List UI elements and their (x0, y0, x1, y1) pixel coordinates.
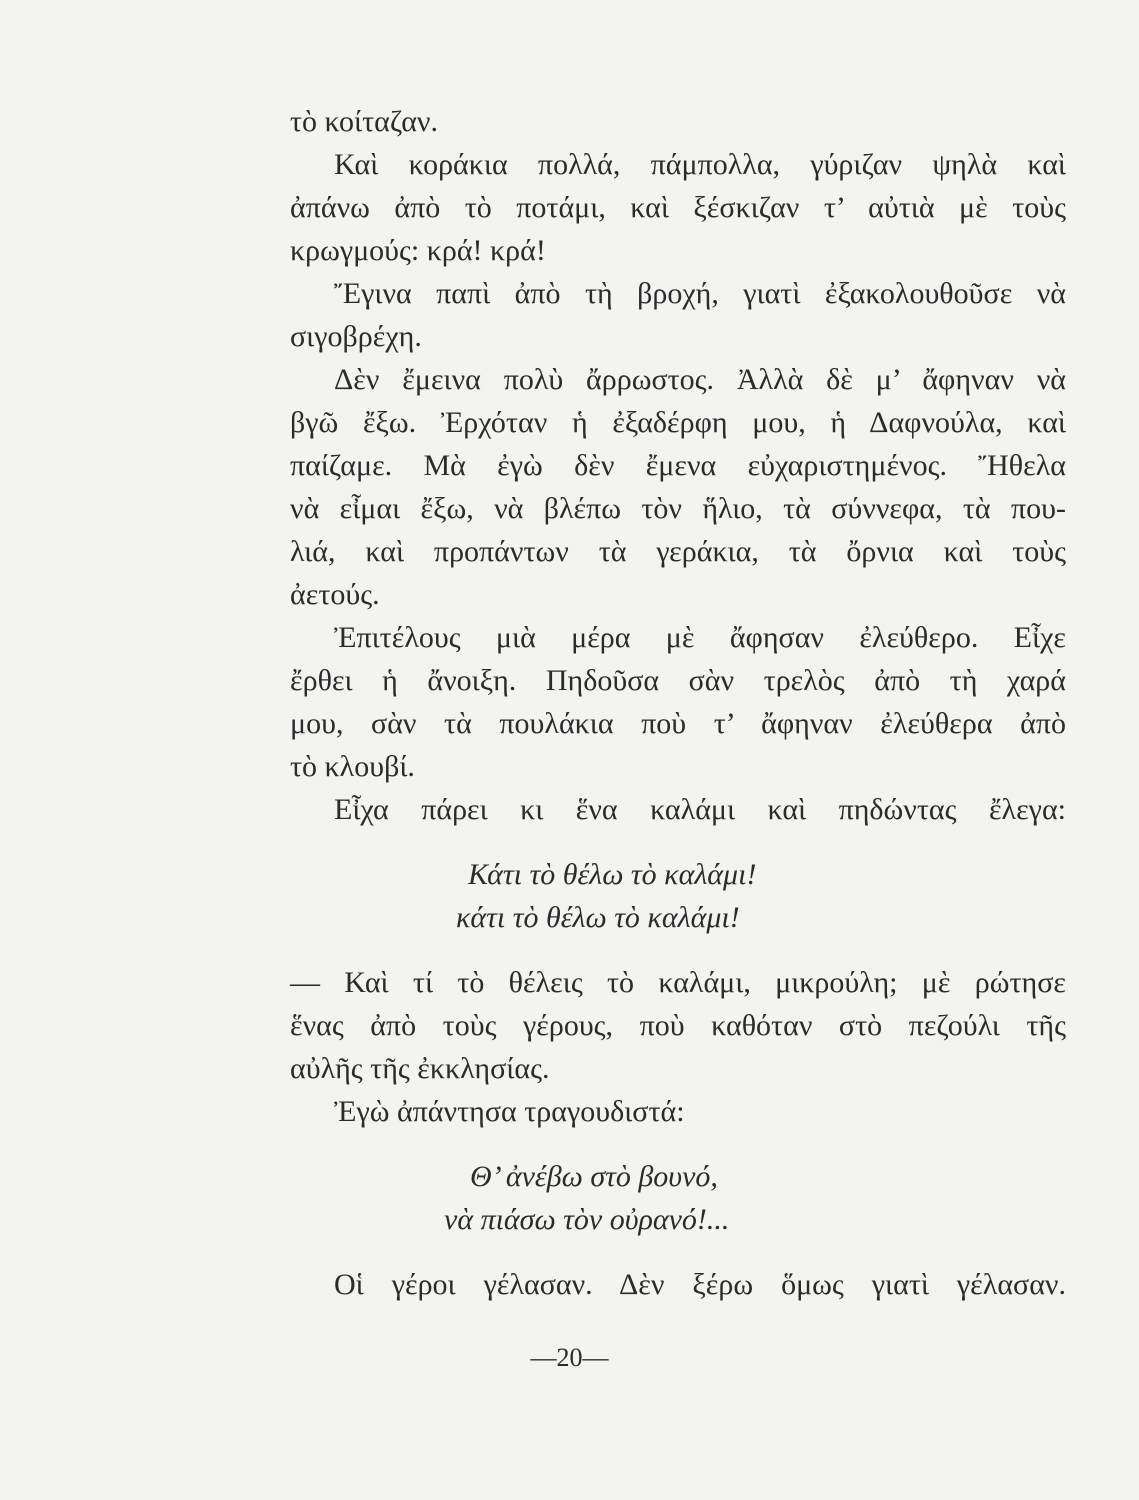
text-line: — Καὶ τί τὸ θέλεις τὸ καλάμι, μικρούλη; μὲ ρώτησε (290, 966, 1066, 999)
text-line: μου, σὰν τὰ πουλάκια ποὺ τ’ ἄφηναν ἐλεύθερα ἀπὸ (290, 707, 1066, 740)
verse-line: Θ’ ἀνέβω στὸ βουνό, (470, 1160, 718, 1193)
text-line: Ἐπιτέλους μιὰ μέρα μὲ ἄφησαν ἐλεύθερο. Εἶχε (334, 621, 1066, 654)
text-line: Ἔγινα παπὶ ἀπὸ τὴ βροχή, γιατὶ ἐξακολουθοῦσε νὰ (334, 277, 1066, 310)
text-line: τὸ κοίταζαν. (290, 105, 438, 138)
text-line: σιγοβρέχη. (290, 320, 422, 353)
spacer (290, 1241, 1066, 1263)
text-line: Εἶχα πάρει κι ἕνα καλάμι καὶ πηδώντας ἔλεγα: (334, 793, 1066, 826)
verse-line: Κάτι τὸ θέλω τὸ καλάμι! (468, 858, 757, 891)
text-line: ἔρθει ἡ ἄνοιξη. Πηδοῦσα σὰν τρελὸς ἀπὸ τὴ χαρά (290, 664, 1066, 697)
text-line: ἕνας ἀπὸ τοὺς γέρους, ποὺ καθόταν στὸ πεζούλι τῆς (290, 1009, 1066, 1042)
text-line: βγῶ ἔξω. Ἐρχόταν ἡ ἐξαδέρφη μου, ἡ Δαφνούλα, καὶ (290, 406, 1066, 439)
spacer (290, 831, 1066, 853)
text-line: ἀπάνω ἀπὸ τὸ ποτάμι, καὶ ξέσκιζαν τ’ αὐτιὰ μὲ τοὺς (290, 191, 1066, 224)
text-line: Οἱ γέροι γέλασαν. Δὲν ξέρω ὅμως γιατὶ γέλασαν. (334, 1268, 1066, 1301)
spacer (290, 939, 1066, 961)
text-line: Ἐγὼ ἀπάντησα τραγουδιστά: (334, 1095, 685, 1128)
page-number: —20— (530, 1343, 609, 1372)
text-line: κρωγμούς: κρά! κρά! (290, 234, 546, 267)
text-line: νὰ εἶμαι ἔξω, νὰ βλέπω τὸν ἥλιο, τὰ σύννεφα, τὰ που- (290, 492, 1066, 525)
text-block (290, 100, 1066, 1306)
verse-line: κάτι τὸ θέλω τὸ καλάμι! (456, 901, 740, 934)
text-line: Καὶ κοράκια πολλά, πάμπολλα, γύριζαν ψηλὰ καὶ (334, 148, 1066, 181)
verse-line: νὰ πιάσω τὸν οὐρανό!... (444, 1203, 730, 1236)
text-line: τὸ κλουβί. (290, 750, 415, 783)
spacer (290, 1133, 1066, 1155)
text-line: λιά, καὶ προπάντων τὰ γεράκια, τὰ ὄρνια καὶ τοὺς (290, 535, 1066, 568)
text-line: ἀετούς. (290, 578, 380, 611)
text-line: παίζαμε. Μὰ ἐγὼ δὲν ἔμενα εὐχαριστημένος. Ἤθελα (290, 449, 1066, 482)
text-line: αὐλῆς τῆς ἐκκλησίας. (290, 1052, 550, 1085)
text-line: Δὲν ἔμεινα πολὺ ἄρρωστος. Ἀλλὰ δὲ μ’ ἄφηναν νὰ (334, 363, 1066, 396)
